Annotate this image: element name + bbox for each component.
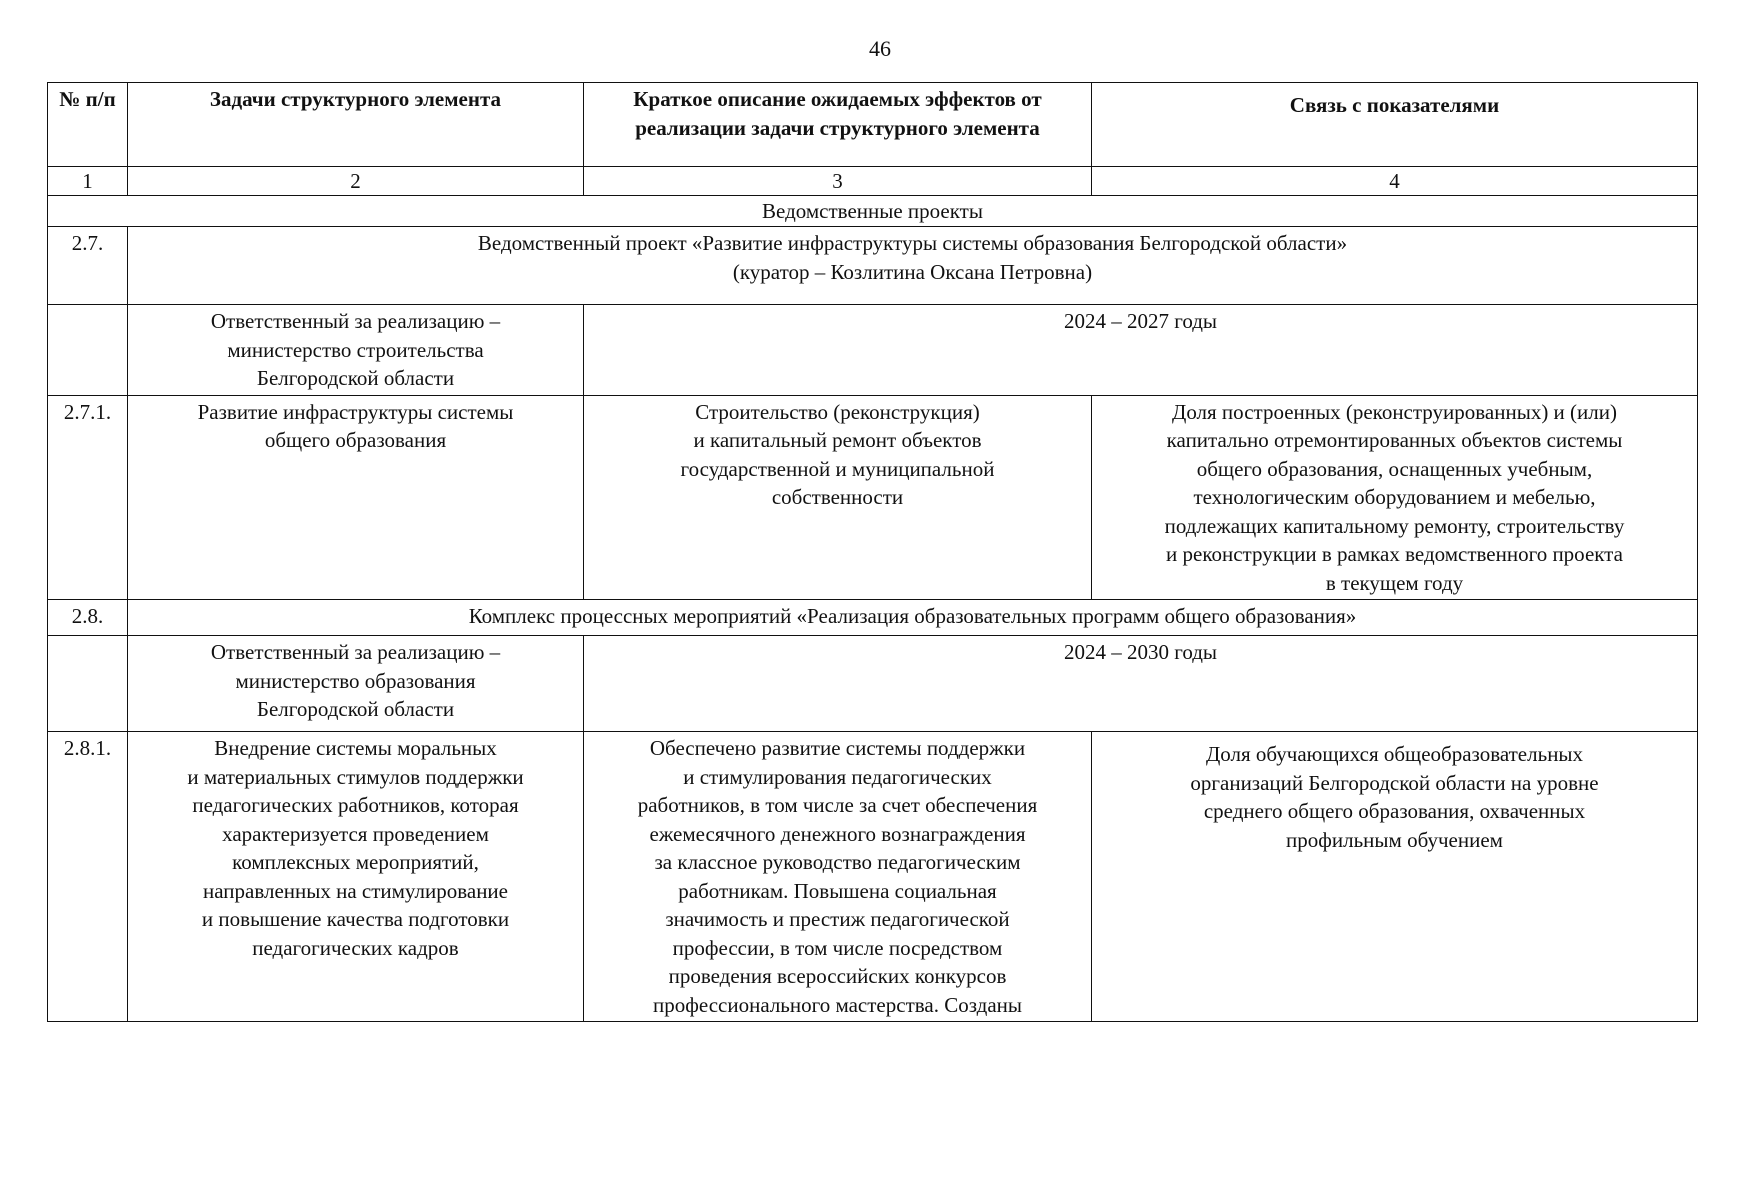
indicator-line: Доля построенных (реконструированных) и (или) xyxy=(1172,399,1617,424)
column-number-row xyxy=(48,167,1698,196)
column-number: 3 xyxy=(584,167,1092,196)
task-line: Внедрение системы моральных xyxy=(214,736,497,760)
project-title-line: Ведомственный проект «Развитие инфраструктуры системы образования Белгородской области» xyxy=(477,231,1348,255)
indicator-line: капитально отремонтированных объектов системы xyxy=(1166,428,1623,452)
effect-line: собственности xyxy=(771,485,904,509)
task-line: направленных на стимулирование xyxy=(202,878,508,903)
effect-line: и стимулирования педагогических xyxy=(683,764,992,789)
indicator-line: и реконструкции в рамках ведомственного проекта xyxy=(1166,542,1623,566)
responsible-row xyxy=(48,636,1698,732)
task-cell xyxy=(128,395,584,600)
column-number: 4 xyxy=(1092,167,1698,196)
indicator-line: среднего общего образования, охваченных xyxy=(1203,799,1586,823)
responsible-line: Ответственный за реализацию – xyxy=(210,640,501,664)
effect-cell xyxy=(584,395,1092,600)
section-title: Ведомственные проекты xyxy=(48,196,1698,227)
task-row xyxy=(48,732,1698,1022)
task-number: 2.8.1. xyxy=(48,732,128,1022)
responsible-cell xyxy=(128,636,584,732)
indicator-line: технологическим оборудованием и мебелью, xyxy=(1193,485,1596,509)
indicator-line: профильным обучением xyxy=(1286,827,1503,852)
task-number: 2.7.1. xyxy=(48,395,128,600)
empty-cell xyxy=(48,305,128,396)
effect-line: ежемесячного денежного вознаграждения xyxy=(649,821,1026,846)
task-line: характеризуется проведением xyxy=(222,821,489,846)
task-line: общего образования xyxy=(264,428,447,452)
task-line: и повышение качества подготовки xyxy=(201,907,510,931)
header-effects: Краткое описание ожидаемых эффектов от реализации задачи структурного элемента xyxy=(584,83,1092,167)
complex-title: Комплекс процессных мероприятий «Реализация образовательных программ общего образования» xyxy=(128,600,1698,636)
effect-line: Строительство (реконструкция) xyxy=(695,399,980,424)
effect-line: работников, в том числе за счет обеспечения xyxy=(637,793,1038,817)
responsible-line: Ответственный за реализацию – xyxy=(210,309,501,333)
effect-line: и капитальный ремонт объектов xyxy=(693,428,982,452)
effect-line: государственной и муниципальной xyxy=(680,456,995,481)
indicator-line: организаций Белгородской области на уровне xyxy=(1190,770,1599,795)
responsible-line: министерство строительства xyxy=(227,337,484,362)
project-title xyxy=(128,227,1698,305)
indicator-cell xyxy=(1092,395,1698,600)
task-cell xyxy=(128,732,584,1022)
project-curator: (куратор – Козлитина Оксана Петровна) xyxy=(732,259,1093,284)
complex-row xyxy=(48,600,1698,636)
effect-line: Обеспечено развитие системы поддержки xyxy=(649,736,1026,760)
task-line: и материальных стимулов поддержки xyxy=(187,764,524,789)
effect-line: за классное руководство педагогическим xyxy=(654,850,1021,874)
effect-line: профессии, в том числе посредством xyxy=(672,935,1003,960)
task-row xyxy=(48,395,1698,600)
header-no: № п/п xyxy=(48,83,128,167)
section-row xyxy=(48,196,1698,227)
effect-line: работникам. Повышена социальная xyxy=(678,878,997,903)
task-line: комплексных мероприятий, xyxy=(232,850,479,874)
header-indicators: Связь с показателями xyxy=(1092,83,1698,167)
indicator-line: общего образования, оснащенных учебным, xyxy=(1196,456,1593,481)
responsible-line: Белгородской области xyxy=(256,366,455,390)
effect-cell xyxy=(584,732,1092,1022)
period-cell: 2024 – 2030 годы xyxy=(584,636,1698,732)
indicator-line: в текущем году xyxy=(1325,570,1464,595)
complex-number: 2.8. xyxy=(48,600,128,636)
header-tasks: Задачи структурного элемента xyxy=(128,83,584,167)
indicator-line: Доля обучающихся общеобразовательных xyxy=(1205,742,1584,766)
table-header-row xyxy=(48,83,1698,167)
responsible-line: министерство образования xyxy=(235,668,476,693)
page-number: 46 xyxy=(869,36,891,61)
effect-line: профессионального мастерства. Созданы xyxy=(653,992,1022,1017)
empty-cell xyxy=(48,636,128,732)
task-line: Развитие инфраструктуры системы xyxy=(197,399,514,424)
structural-elements-table xyxy=(47,82,1698,1022)
indicator-line: подлежащих капитальному ремонту, строительству xyxy=(1164,513,1625,538)
column-number: 2 xyxy=(128,167,584,196)
project-row xyxy=(48,227,1698,305)
period-cell: 2024 – 2027 годы xyxy=(584,305,1698,396)
task-line: педагогических работников, которая xyxy=(192,793,519,817)
responsible-cell xyxy=(128,305,584,396)
project-number: 2.7. xyxy=(48,227,128,305)
responsible-row xyxy=(48,305,1698,396)
indicator-cell xyxy=(1092,732,1698,1022)
effect-line: проведения всероссийских конкурсов xyxy=(668,964,1007,988)
effect-line: значимость и престиж педагогической xyxy=(665,907,1010,931)
responsible-line: Белгородской области xyxy=(256,697,455,721)
column-number: 1 xyxy=(48,167,128,196)
task-line: педагогических кадров xyxy=(252,935,459,960)
